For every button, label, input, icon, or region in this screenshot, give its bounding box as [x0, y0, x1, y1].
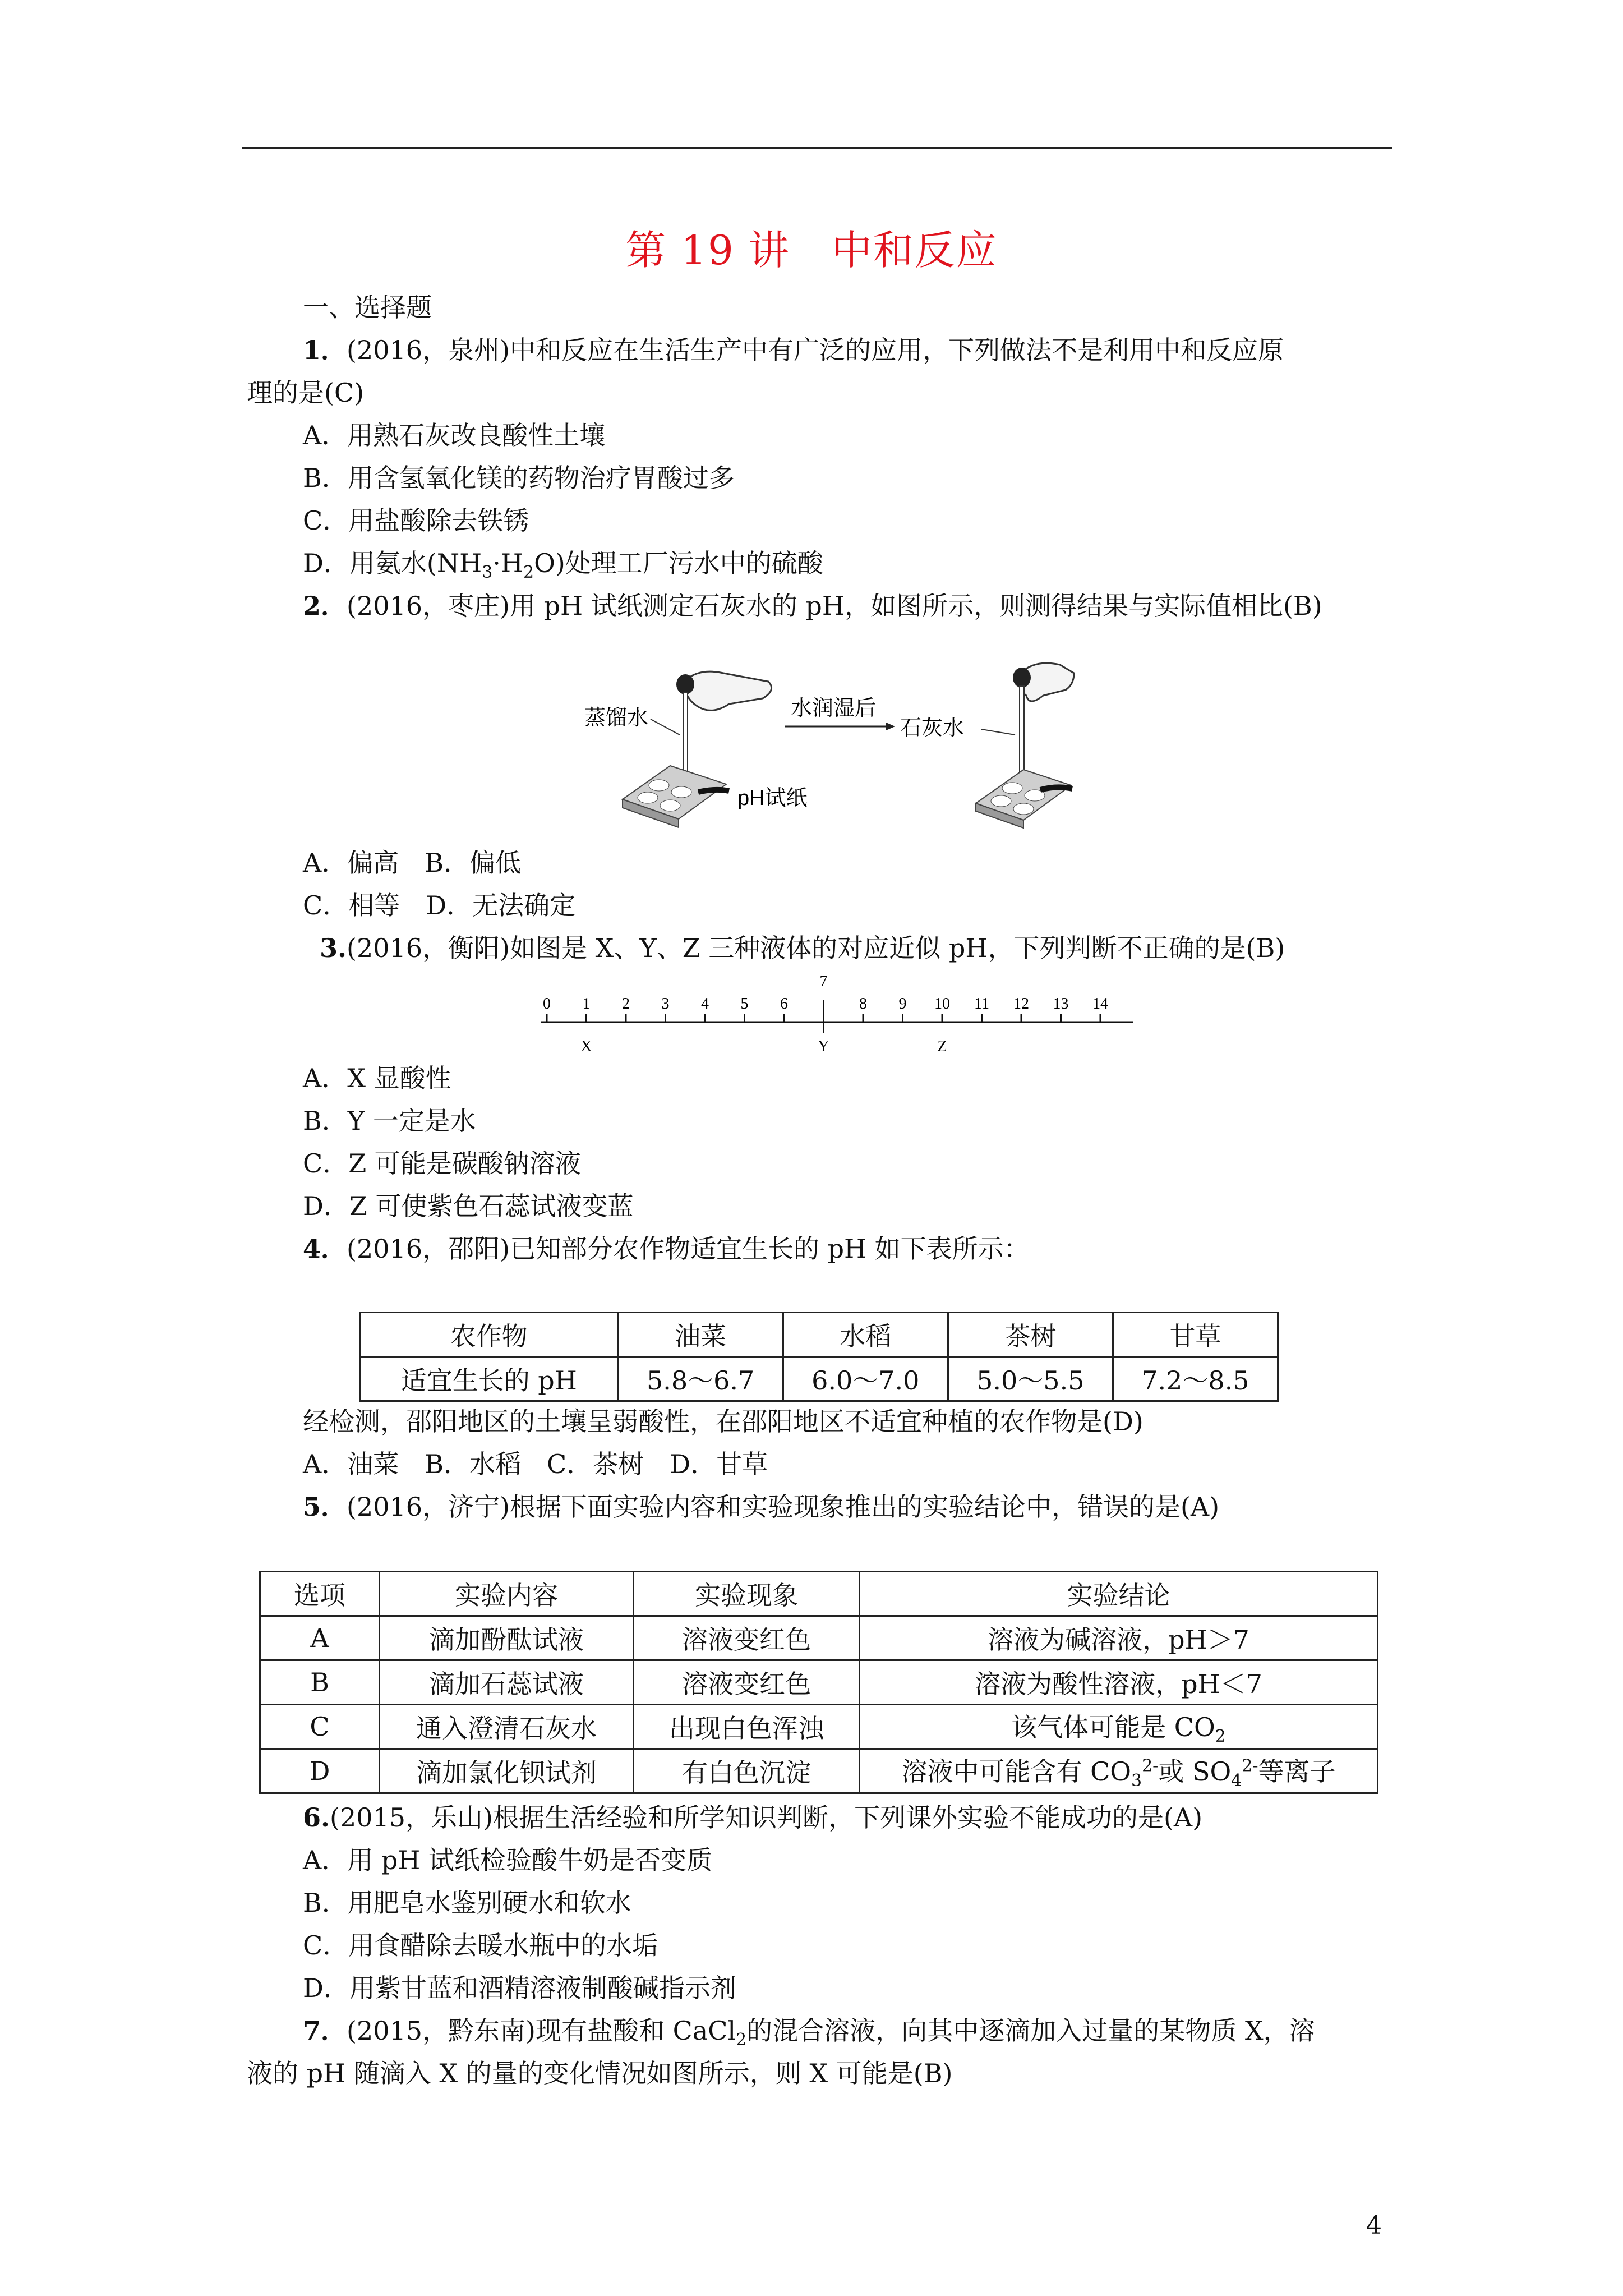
scale-marker-label: Y [818, 1038, 829, 1055]
table-cell: 实验内容 [380, 1572, 634, 1616]
scale-tick-label: 4 [701, 995, 709, 1013]
question-3: 3.(2016，衡阳)如图是 X、Y、Z 三种液体的对应近似 pH，下列判断不正确的是(B) [320, 933, 1285, 963]
scale-tick-label: 6 [780, 995, 788, 1013]
table-row [260, 1749, 1378, 1793]
table-cell: 溶液为酸性溶液，pH＜7 [860, 1660, 1378, 1705]
table-cell: 5.8～6.7 [618, 1357, 783, 1401]
table-row [360, 1357, 1278, 1401]
question-1-cont: 理的是(C) [247, 378, 365, 408]
option-a: A．用 pH 试纸检验酸牛奶是否变质 [303, 1845, 713, 1875]
question-2-options-2: C．相等 D．无法确定 [303, 890, 576, 921]
table-cell: 甘草 [1113, 1313, 1278, 1357]
scale-tick-label: 3 [661, 995, 670, 1013]
ph-scale-figure [522, 970, 1133, 1055]
question-2-options-1: A．偏高 B．偏低 [303, 848, 522, 878]
question-number: 1． [303, 335, 347, 365]
table-cell: 通入澄清石灰水 [380, 1705, 634, 1749]
figure-label-paper: pH试纸 [737, 786, 808, 810]
table-cell: 该气体可能是 $CO_2$ [860, 1705, 1378, 1749]
table-cell: 溶液为碱溶液，pH＞7 [860, 1616, 1378, 1660]
question-4-options: A．油菜 B．水稻 C．茶树 D．甘草 [303, 1449, 768, 1479]
scale-tick-label: 10 [934, 995, 950, 1013]
scale-tick-label: 5 [740, 995, 749, 1013]
option-b: B．用含氢氧化镁的药物治疗胃酸过多 [303, 463, 735, 493]
question-5: 5．(2016，济宁)根据下面实验内容和实验现象推出的实验结论中，错误的是(A) [303, 1492, 1220, 1522]
scale-tick-label: 13 [1053, 995, 1069, 1013]
table-cell: C [260, 1705, 380, 1749]
scale-tick-label: 14 [1092, 995, 1108, 1013]
scale-tick-label: 8 [859, 995, 867, 1013]
table-cell: 6.0～7.0 [783, 1357, 948, 1401]
figure-label-lime: 石灰水 [900, 716, 965, 740]
figure-label-arrow: 水润湿后 [791, 697, 877, 720]
page-number: 4 [1366, 2211, 1382, 2240]
table-cell: 实验现象 [634, 1572, 860, 1616]
table-cell: 有白色沉淀 [634, 1749, 860, 1793]
question-4: 4．(2016，邵阳)已知部分农作物适宜生长的 pH 如下表所示： [303, 1234, 1030, 1264]
table-cell: 农作物 [360, 1313, 619, 1357]
table-cell: 油菜 [618, 1313, 783, 1357]
option-d: D．用紫甘蓝和酒精溶液制酸碱指示剂 [303, 1973, 736, 2003]
table-cell: B [260, 1660, 380, 1705]
option-a: A．X 显酸性 [303, 1063, 451, 1093]
option-c: C．用盐酸除去铁锈 [303, 505, 529, 536]
figure-label-water: 蒸馏水 [584, 706, 649, 730]
crop-ph-table [359, 1312, 1279, 1402]
scale-tick-label: 11 [974, 995, 989, 1013]
spot-plate-left-icon [623, 766, 726, 827]
table-cell: 溶液变红色 [634, 1660, 860, 1705]
scale-tick-label: 7 [819, 973, 828, 990]
table-cell: 实验结论 [860, 1572, 1378, 1616]
table-cell: 出现白色浑浊 [634, 1705, 860, 1749]
table-cell: 茶树 [948, 1313, 1113, 1357]
page-title: 第 19 讲 中和反应 [625, 227, 998, 274]
ph-test-figure [583, 651, 1077, 830]
table-cell: 适宜生长的 pH [360, 1357, 619, 1401]
table-cell: 选项 [260, 1572, 380, 1616]
option-c: C．用食醋除去暖水瓶中的水垢 [303, 1930, 658, 1961]
table-cell: 滴加石蕊试液 [380, 1660, 634, 1705]
question-7: 7．(2015，黔东南)现有盐酸和 CaCl$_2$的混合溶液，向其中逐滴加入过量的某物质 X，溶 [303, 2016, 1315, 2050]
question-text: (2016，泉州)中和反应在生活生产中有广泛的应用，下列做法不是利用中和反应原 [347, 335, 1284, 365]
header-rule [242, 147, 1392, 149]
table-cell: 滴加氯化钡试剂 [380, 1749, 634, 1793]
option-a: A．用熟石灰改良酸性土壤 [303, 420, 606, 450]
table-row [360, 1313, 1278, 1357]
table-cell: D [260, 1749, 380, 1793]
section-heading: 一、选择题 [303, 292, 432, 323]
experiment-table [259, 1571, 1378, 1794]
question-1 [303, 333, 1284, 367]
option-b: B．用肥皂水鉴别硬水和软水 [303, 1888, 631, 1918]
table-cell: 水稻 [783, 1313, 948, 1357]
table-row [260, 1572, 1378, 1616]
scale-tick-label: 2 [622, 995, 630, 1013]
scale-tick-label: 12 [1013, 995, 1029, 1013]
option-c: C．Z 可能是碳酸钠溶液 [303, 1148, 581, 1179]
option-b: B．Y 一定是水 [303, 1106, 476, 1136]
option-d: D．Z 可使紫色石蕊试液变蓝 [303, 1191, 634, 1221]
question-6: 6.(2015，乐山)根据生活经验和所学知识判断，下列课外实验不能成功的是(A) [303, 1802, 1203, 1833]
table-cell: A [260, 1616, 380, 1660]
question-2: 2．(2016，枣庄)用 pH 试纸测定石灰水的 pH，如图所示，则测得结果与实际值相比(B) [303, 591, 1322, 621]
scale-marker-label: X [580, 1038, 592, 1055]
table-row [260, 1705, 1378, 1749]
question-7-cont: 液的 pH 随滴入 X 的量的变化情况如图所示，则 X 可能是(B) [247, 2058, 953, 2088]
table-cell: 溶液变红色 [634, 1616, 860, 1660]
table-cell: 溶液中可能含有 $CO_3^{2-}$或 $SO_4^{2-}$等离子 [860, 1749, 1378, 1793]
question-4-cont: 经检测，邵阳地区的土壤呈弱酸性，在邵阳地区不适宜种植的农作物是(D) [303, 1406, 1144, 1437]
scale-tick-label: 9 [898, 995, 907, 1013]
table-row [260, 1616, 1378, 1660]
spot-plate-right-icon [976, 770, 1071, 828]
table-cell: 滴加酚酞试液 [380, 1616, 634, 1660]
table-cell: 7.2～8.5 [1113, 1357, 1278, 1401]
table-row [260, 1660, 1378, 1705]
scale-tick-label: 1 [582, 995, 591, 1013]
scale-tick-label: 0 [543, 995, 551, 1013]
option-d: D．用氨水$(NH_3\cdot H_2O)$处理工厂污水中的硫酸 [303, 548, 823, 583]
table-cell: 5.0～5.5 [948, 1357, 1113, 1401]
scale-marker-label: Z [937, 1038, 947, 1055]
